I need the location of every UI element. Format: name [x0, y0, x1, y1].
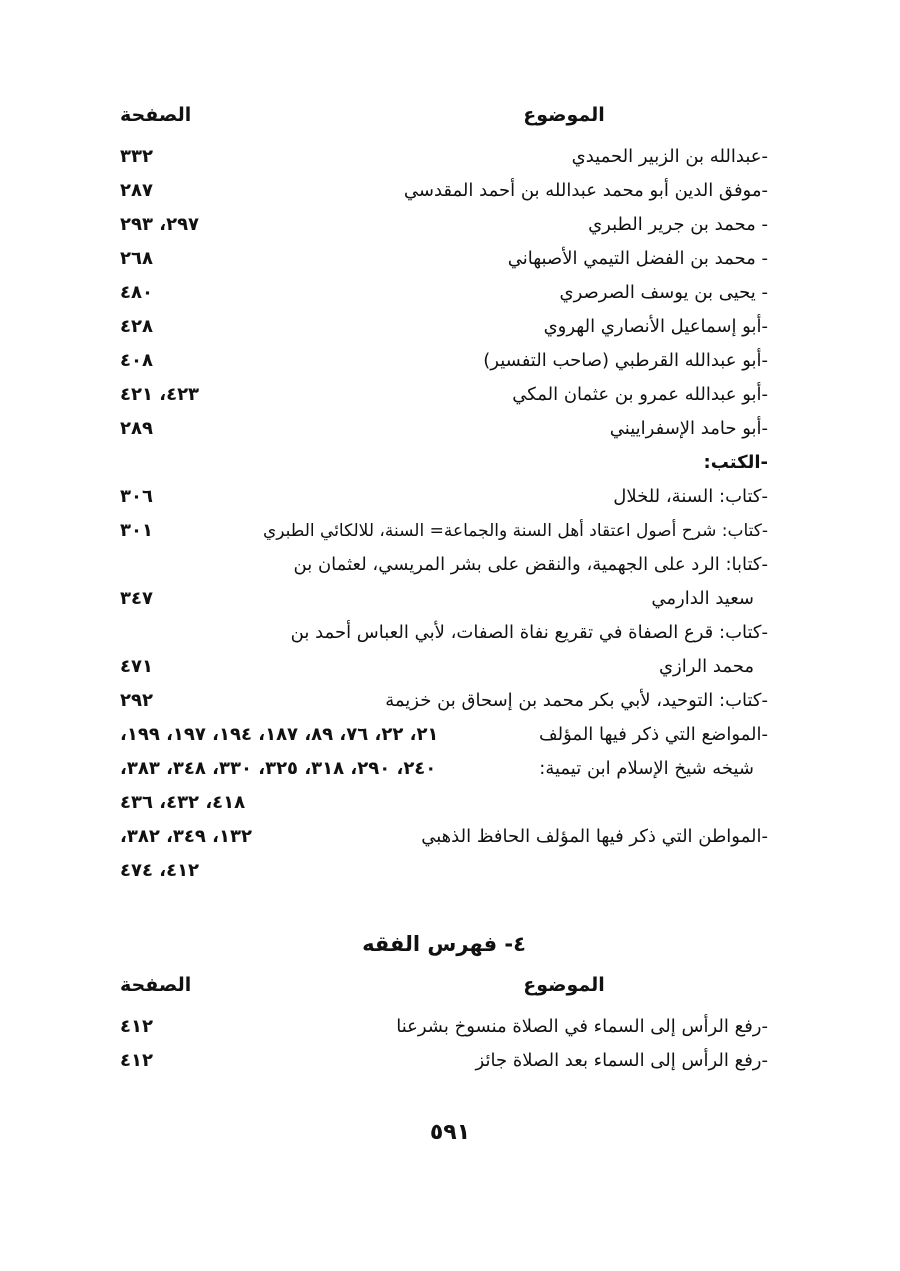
index-topic: محمد الرازي	[658, 656, 754, 677]
page-column-heading: الصفحة	[120, 974, 192, 996]
index-row	[120, 378, 768, 412]
index-page-ref: ٤٢٨	[120, 316, 153, 337]
index-row	[120, 412, 768, 446]
index-row	[120, 1010, 768, 1044]
index-row-continuation	[120, 752, 768, 786]
index-topic: -المواضع التي ذكر فيها المؤلف	[539, 724, 768, 745]
column-header	[120, 974, 768, 1010]
index-topic: - محمد بن الفضل التيمي الأصبهاني	[507, 248, 768, 269]
index-topic: -أبو إسماعيل الأنصاري الهروي	[543, 316, 768, 337]
index-page-ref: ٣٠٦	[120, 486, 153, 507]
index-page-ref: ٣٤٧	[120, 588, 153, 609]
page-column-heading: الصفحة	[120, 104, 192, 126]
index-page-ref: ٣٣٢	[120, 146, 153, 167]
index-row	[120, 1044, 768, 1078]
index-row	[120, 616, 768, 650]
index-page-ref: ٢٦٨	[120, 248, 153, 269]
index-row	[120, 310, 768, 344]
index-page-ref: ٢١، ٢٢، ٧٦، ٨٩، ١٨٧، ١٩٤، ١٩٧، ١٩٩،	[120, 724, 439, 745]
index-topic: -كتاب: شرح أصول اعتقاد أهل السنة والجماعة= السنة، للالكائي الطبري	[262, 521, 768, 541]
index-topic: -أبو عبدالله عمرو بن عثمان المكي	[512, 384, 768, 405]
index-page-ref: ٤٠٨	[120, 350, 153, 371]
index-page-ref: ١٣٢، ٣٤٩، ٣٨٢،	[120, 826, 252, 847]
index-topic: -رفع الرأس إلى السماء في الصلاة منسوخ بشرعنا	[396, 1016, 768, 1037]
index-page-ref: ٤١٢	[120, 1016, 153, 1037]
index-row	[120, 514, 768, 548]
index-page-ref: ٤١٢	[120, 1050, 153, 1071]
topic-column-heading: الموضوع	[523, 974, 605, 996]
index-row-continuation	[120, 650, 768, 684]
index-topic: -رفع الرأس إلى السماء بعد الصلاة جائز	[475, 1050, 768, 1071]
index-row	[120, 140, 768, 174]
index-page-ref: ٤٧١	[120, 656, 153, 677]
index-topic: شيخه شيخ الإسلام ابن تيمية:	[539, 758, 754, 779]
index-topic: -الكتب:	[703, 452, 768, 473]
index-topic: -أبو حامد الإسفراييني	[609, 418, 768, 439]
books-section-label	[120, 446, 768, 480]
topic-column-heading: الموضوع	[523, 104, 605, 126]
index-topic: -عبدالله بن الزبير الحميدي	[571, 146, 768, 167]
index-row-continuation	[120, 582, 768, 616]
index-page	[120, 104, 768, 1078]
section-title: ٤- فهرس الفقه	[362, 932, 526, 956]
index-page-ref-continuation: ٤١٢، ٤٧٤	[120, 860, 200, 881]
index-page-ref: ٢٤٠، ٢٩٠، ٣١٨، ٣٢٥، ٣٣٠، ٣٤٨، ٣٨٣،	[120, 758, 437, 779]
index-page-ref: ٣٠١	[120, 520, 153, 541]
index-row	[120, 174, 768, 208]
index-row	[120, 548, 768, 582]
page-number: ٥٩١	[429, 1120, 471, 1145]
index-topic: - يحيى بن يوسف الصرصري	[559, 282, 768, 303]
index-topic: -موفق الدين أبو محمد عبدالله بن أحمد المقدسي	[403, 180, 768, 201]
index-row	[120, 820, 768, 854]
index-topic: - محمد بن جرير الطبري	[588, 214, 768, 235]
index-row	[120, 684, 768, 718]
index-topic: -كتابا: الرد على الجهمية، والنقض على بشر المريسي، لعثمان بن	[293, 554, 768, 575]
index-page-ref: ٤٨٠	[120, 282, 153, 303]
index-page-ref-continuation: ٤١٨، ٤٣٢، ٤٣٦	[120, 792, 246, 813]
index-page-ref: ٢٩٧، ٢٩٣	[120, 214, 200, 235]
index-page-ref: ٢٨٩	[120, 418, 153, 439]
index-topic: -كتاب: قرع الصفاة في تقريع نفاة الصفات، لأبي العباس أحمد بن	[290, 622, 768, 643]
index-row	[120, 344, 768, 378]
index-page-ref: ٢٩٢	[120, 690, 153, 711]
index-row	[120, 242, 768, 276]
index-row	[120, 480, 768, 514]
index-topic: -كتاب: التوحيد، لأبي بكر محمد بن إسحاق بن خزيمة	[385, 690, 768, 711]
index-topic: -المواطن التي ذكر فيها المؤلف الحافظ الذهبي	[421, 826, 768, 847]
index-row	[120, 276, 768, 310]
index-topic: -أبو عبدالله القرطبي (صاحب التفسير)	[483, 350, 768, 371]
column-header	[120, 104, 768, 140]
index-topic: -كتاب: السنة، للخلال	[613, 486, 768, 507]
index-row	[120, 718, 768, 752]
index-row	[120, 208, 768, 242]
index-topic: سعيد الدارمي	[651, 588, 754, 609]
index-page-ref: ٢٨٧	[120, 180, 153, 201]
index-page-ref: ٤٢٣، ٤٢١	[120, 384, 200, 405]
